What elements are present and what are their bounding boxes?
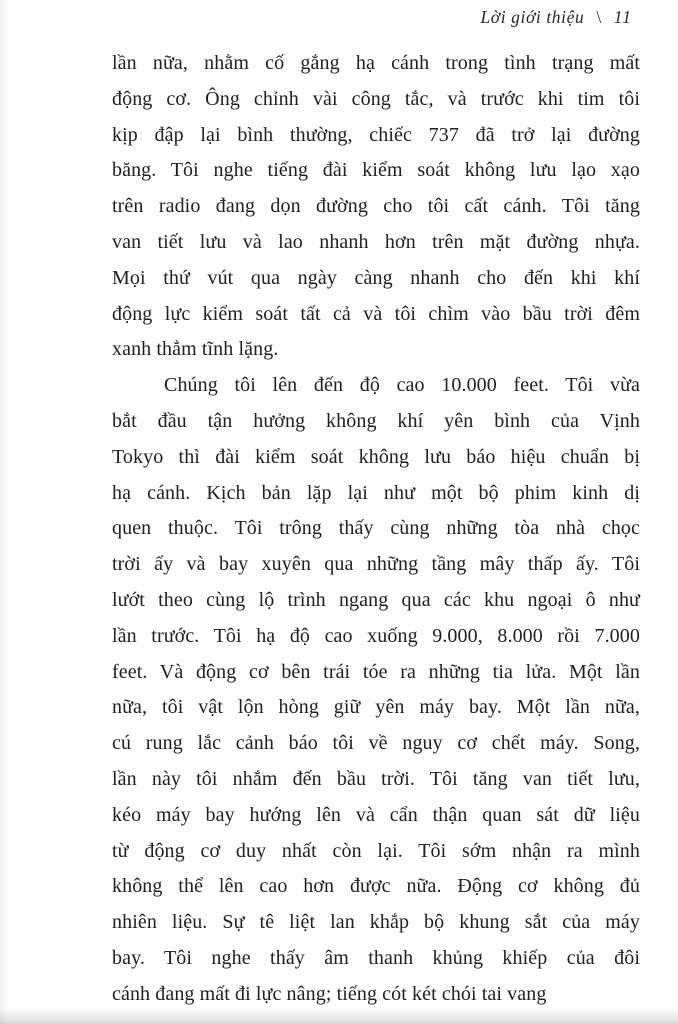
paragraph <box>112 46 640 368</box>
text-line: lần trước. Tôi hạ độ cao xuống 9.000, 8.000 rồi 7.000 <box>112 624 640 647</box>
text-line: trời ấy và bay xuyên qua những tầng mây thấp ấy. Tôi <box>112 553 640 576</box>
text-line: kịp đập lại bình thường, chiếc 737 đã trở lại đường <box>112 123 640 146</box>
text-line: kéo máy bay hướng lên và cẩn thận quan sát dữ liệu <box>112 803 640 826</box>
text-line: không thể lên cao hơn được nữa. Động cơ không đủ <box>112 875 640 898</box>
text-line: quen thuộc. Tôi trông thấy cùng những tòa nhà chọc <box>112 517 640 540</box>
text-line: động lực kiểm soát tất cả và tôi chìm vào bầu trời đêm <box>112 302 640 325</box>
text-line: feet. Và động cơ bên trái tóe ra những tia lửa. Một lần <box>112 660 640 683</box>
text-line: băng. Tôi nghe tiếng đài kiểm soát không lưu lạo xạo <box>112 159 640 182</box>
text-line: nữa, tôi vật lộn hòng giữ yên máy bay. Một lần nữa, <box>112 696 640 719</box>
text-line: van tiết lưu và lao nhanh hơn trên mặt đường nhựa. <box>112 230 640 253</box>
text-line: cú rung lắc cảnh báo tôi về nguy cơ chết máy. Song, <box>112 732 640 755</box>
running-header-separator: \ <box>596 7 602 27</box>
text-line: hạ cánh. Kịch bản lặp lại như một bộ phim kinh dị <box>112 481 640 504</box>
text-line: lần nữa, nhằm cố gắng hạ cánh trong tình trạng mất <box>112 52 640 74</box>
text-line: Tokyo thì đài kiểm soát không lưu báo hiệu chuẩn bị <box>112 445 640 468</box>
text-line: trên radio đang dọn đường cho tôi cất cánh. Tôi tăng <box>112 195 640 218</box>
text-line: lần này tôi nhắm đến bầu trời. Tôi tăng van tiết lưu, <box>112 767 640 790</box>
text-line: từ động cơ duy nhất còn lại. Tôi sớm nhận ra mình <box>112 839 640 862</box>
text-line: bay. Tôi nghe thấy âm thanh khủng khiếp của đôi <box>112 946 640 969</box>
text-line: Mọi thứ vút qua ngày càng nhanh cho đến khi khí <box>112 266 640 289</box>
text-line: lướt theo cùng lộ trình ngang qua các khu ngoại ô như <box>112 588 640 611</box>
text-line: động cơ. Ông chỉnh vài công tắc, và trước khi tim tôi <box>112 87 640 110</box>
text-line: nhiên liệu. Sự tê liệt lan khắp bộ khung sắt của máy <box>112 911 640 934</box>
page-number: 11 <box>613 7 632 27</box>
text-line: Chúng tôi lên đến độ cao 10.000 feet. Tôi vừa <box>164 374 640 397</box>
running-header <box>480 7 632 28</box>
text-line: xanh thẳm tĩnh lặng. <box>112 338 279 361</box>
body-text <box>112 46 640 1013</box>
running-header-title: Lời giới thiệu <box>480 7 585 27</box>
paragraph <box>112 368 640 1012</box>
text-line: bắt đầu tận hưởng không khí yên bình của Vịnh <box>112 409 640 432</box>
text-line: cánh đang mất đi lực nâng; tiếng cót két chói tai vang <box>112 982 547 1005</box>
